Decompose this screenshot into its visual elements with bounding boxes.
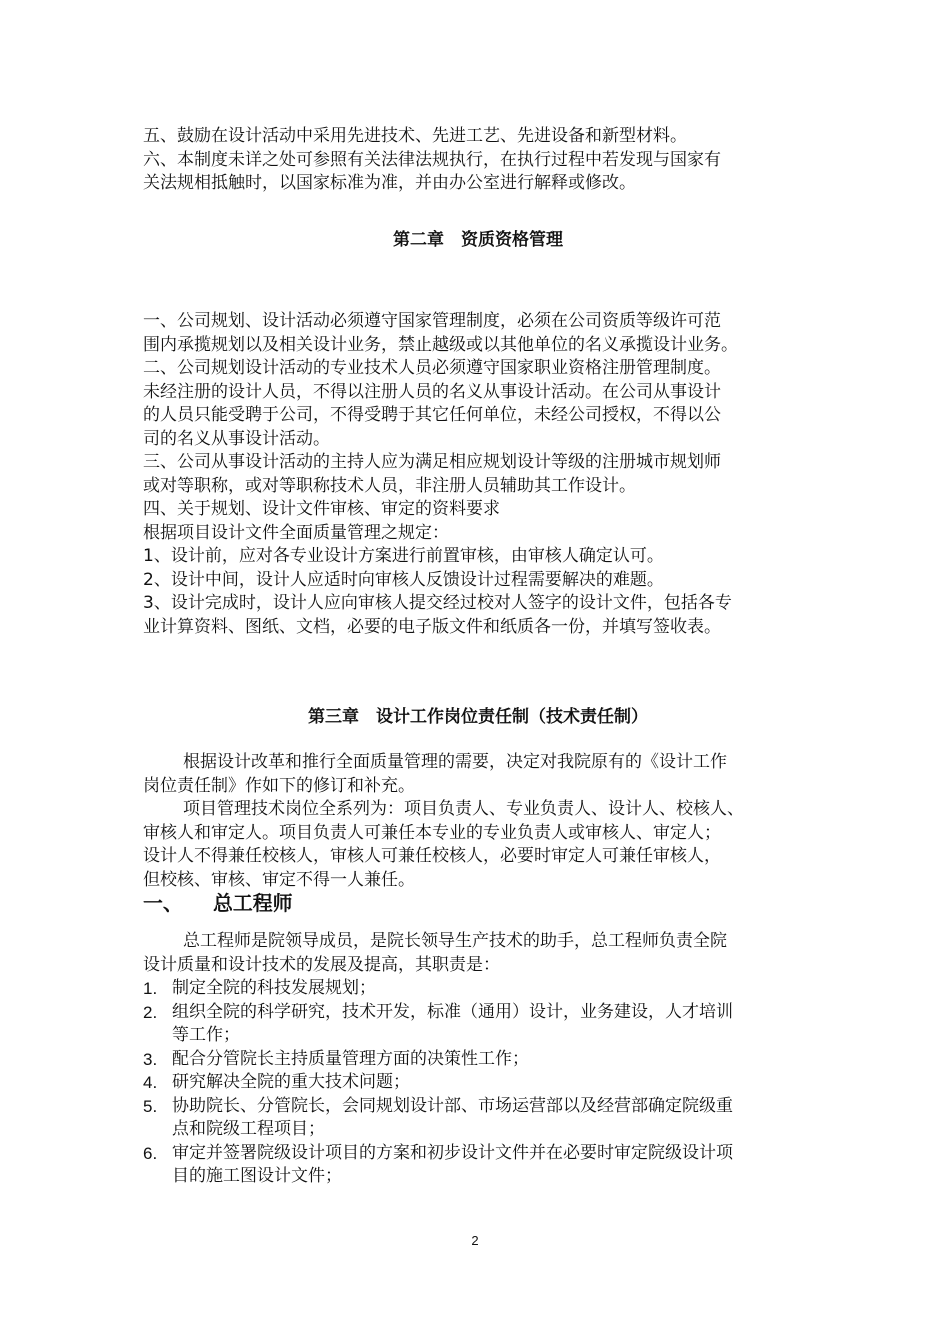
text-line: 未经注册的设计人员，不得以注册人员的名义从事设计活动。在公司从事设计: [143, 381, 721, 402]
chapter-3-body: [143, 751, 813, 892]
text-line: 三、公司从事设计活动的主持人应为满足相应规划设计等级的注册城市规划师: [143, 452, 721, 472]
list-item: [143, 1142, 823, 1189]
list-number: 1.: [143, 979, 158, 998]
section-1-intro: [143, 930, 813, 977]
chapter-2-heading: 第二章 资质资格管理: [393, 230, 563, 250]
list-number: 2.: [143, 1002, 158, 1022]
text-line: 岗位责任制》作如下的修订和补充。: [143, 775, 415, 796]
list-number: 4.: [143, 1073, 158, 1092]
list-text-continued: 点和院级工程项目；: [172, 1119, 325, 1139]
list-text: 研究解决全院的重大技术问题；: [172, 1072, 410, 1092]
text-line: 六、本制度未详之处可参照有关法律法规执行，在执行过程中若发现与国家有: [143, 149, 721, 170]
text-line: 项目管理技术岗位全系列为：项目负责人、专业负责人、设计人、校核人、: [183, 799, 744, 819]
text-line: 设计人不得兼任校核人，审核人可兼任校核人，必要时审定人可兼任审核人，: [143, 846, 721, 866]
text-line: 或对等职称，或对等职称技术人员，非注册人员辅助其工作设计。: [143, 475, 636, 496]
list-text: 配合分管院长主持质量管理方面的决策性工作；: [172, 1048, 529, 1069]
text-line: 审核人和审定人。项目负责人可兼任本专业的专业负责人或审核人、审定人；: [143, 822, 721, 843]
list-text-continued: 目的施工图设计文件；: [172, 1166, 342, 1186]
paragraph-top: [143, 125, 813, 196]
duties-list: [143, 977, 823, 1189]
text-line: 总工程师是院领导成员，是院长领导生产技术的助手，总工程师负责全院: [183, 931, 727, 951]
text-line: 关法规相抵触时，以国家标准为准，并由办公室进行解释或修改。: [143, 173, 636, 193]
list-number: 6.: [143, 1143, 158, 1163]
text-line: 二、公司规划设计活动的专业技术人员必须遵守国家职业资格注册管理制度。: [143, 358, 721, 378]
text-line: 但校核、审核、审定不得一人兼任。: [143, 869, 415, 890]
text-line: 五、鼓励在设计活动中采用先进技术、先进工艺、先进设备和新型材料。: [143, 126, 687, 146]
list-number: 5.: [143, 1096, 158, 1116]
list-text: 制定全院的科技发展规划；: [172, 978, 376, 998]
section-title: 总工程师: [213, 892, 293, 915]
text-line: 的人员只能受聘于公司，不得受聘于其它任何单位，未经公司授权，不得以公: [143, 405, 721, 425]
text-line: 1、设计前，应对各专业设计方案进行前置审核，由审核人确定认可。: [143, 546, 664, 566]
list-number: 3.: [143, 1049, 158, 1069]
text-line: 设计质量和设计技术的发展及提高，其职责是：: [143, 954, 500, 975]
list-item: [143, 1095, 823, 1142]
text-line: 一、公司规划、设计活动必须遵守国家管理制度，必须在公司资质等级许可范: [143, 311, 721, 331]
list-item: [143, 977, 823, 1001]
text-line: 四、关于规划、设计文件审核、审定的资料要求: [143, 499, 500, 519]
text-line: 根据设计改革和推行全面质量管理的需要，决定对我院原有的《设计工作: [183, 752, 727, 772]
chapter-2-body: [143, 310, 813, 639]
text-line: 3、设计完成时，设计人应向审核人提交经过校对人签字的设计文件，包括各专: [143, 593, 732, 613]
text-line: 司的名义从事设计活动。: [143, 428, 330, 449]
list-item: [143, 1001, 823, 1048]
list-text-continued: 等工作；: [172, 1025, 240, 1045]
chapter-3-heading: 第三章 设计工作岗位责任制（技术责任制）: [308, 707, 648, 727]
list-text: 协助院长、分管院长，会同规划设计部、市场运营部以及经营部确定院级重: [172, 1095, 733, 1116]
text-line: 2、设计中间，设计人应适时向审核人反馈设计过程需要解决的难题。: [143, 569, 664, 590]
section-1-heading: [143, 892, 813, 916]
section-number: 一、: [143, 892, 183, 915]
page-number: 2: [471, 1233, 479, 1248]
list-text: 审定并签署院级设计项目的方案和初步设计文件并在必要时审定院级设计项: [172, 1142, 733, 1163]
text-line: 根据项目设计文件全面质量管理之规定：: [143, 522, 449, 543]
text-line: 围内承揽规划以及相关设计业务，禁止越级或以其他单位的名义承揽设计业务。: [143, 334, 738, 355]
list-item: [143, 1071, 823, 1095]
text-line: 业计算资料、图纸、文档，必要的电子版文件和纸质各一份，并填写签收表。: [143, 616, 721, 637]
list-text: 组织全院的科学研究，技术开发，标准（通用）设计，业务建设，人才培训: [172, 1001, 733, 1022]
list-item: [143, 1048, 823, 1072]
